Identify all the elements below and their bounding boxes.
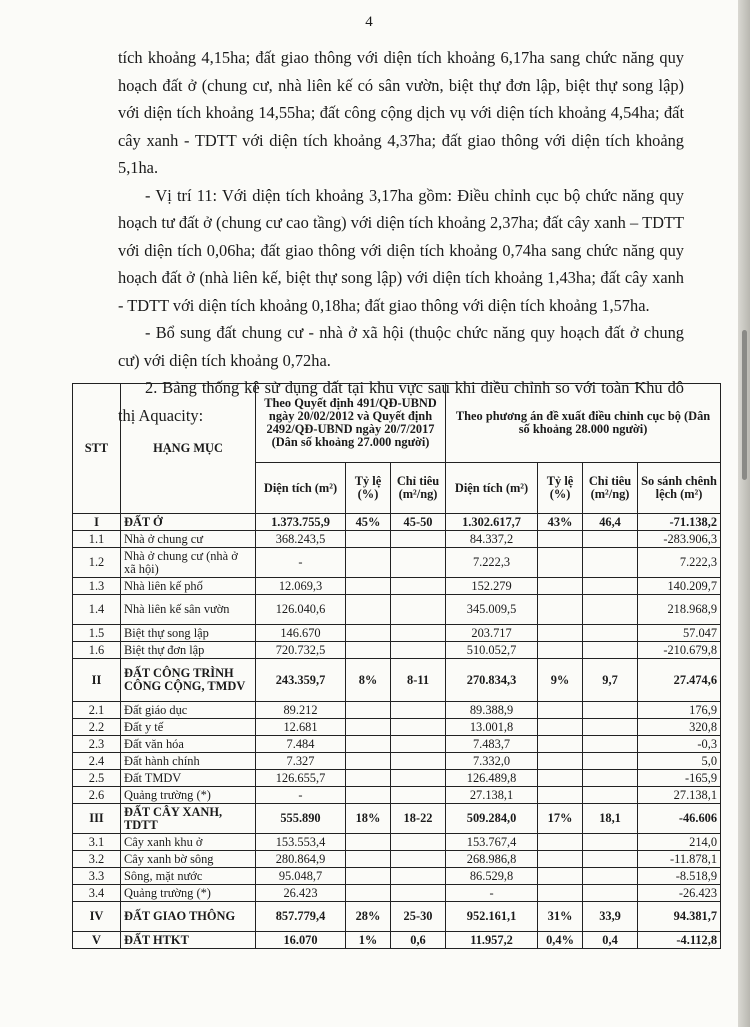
cell-norm-old (391, 885, 446, 902)
cell-difference: -283.906,3 (638, 531, 721, 548)
table-row (73, 659, 721, 702)
page-edge (738, 0, 750, 1027)
cell-ratio-old (346, 702, 391, 719)
cell-item-name: Nhà ở chung cư (121, 531, 256, 548)
cell-area-new: 27.138,1 (446, 787, 538, 804)
cell-ratio-new (538, 642, 583, 659)
cell-ratio-new (538, 868, 583, 885)
cell-ratio-old (346, 578, 391, 595)
cell-norm-old (391, 719, 446, 736)
cell-norm-new (583, 595, 638, 625)
cell-ratio-new (538, 834, 583, 851)
cell-norm-old: 8-11 (391, 659, 446, 702)
cell-item-name: ĐẤT CÂY XANH, TDTT (121, 804, 256, 834)
cell-norm-new (583, 851, 638, 868)
table-row (73, 736, 721, 753)
cell-area-old: 555.890 (256, 804, 346, 834)
page-number: 4 (365, 14, 373, 30)
cell-ratio-old: 45% (346, 514, 391, 531)
cell-stt: 2.5 (73, 770, 121, 787)
cell-difference: 320,8 (638, 719, 721, 736)
table-row (73, 868, 721, 885)
table-row (73, 595, 721, 625)
cell-norm-new (583, 868, 638, 885)
cell-norm-new (583, 625, 638, 642)
cell-area-new: 203.717 (446, 625, 538, 642)
cell-area-old: 720.732,5 (256, 642, 346, 659)
cell-area-new: 268.986,8 (446, 851, 538, 868)
cell-area-old: 7.327 (256, 753, 346, 770)
cell-norm-old (391, 736, 446, 753)
cell-area-new: 270.834,3 (446, 659, 538, 702)
cell-norm-old (391, 868, 446, 885)
cell-area-old: 126.040,6 (256, 595, 346, 625)
cell-area-new: 11.957,2 (446, 932, 538, 949)
cell-norm-old: 45-50 (391, 514, 446, 531)
cell-stt: 3.4 (73, 885, 121, 902)
cell-difference: -11.878,1 (638, 851, 721, 868)
cell-stt: III (73, 804, 121, 834)
cell-ratio-new: 9% (538, 659, 583, 702)
cell-item-name: Nhà ở chung cư (nhà ở xã hội) (121, 548, 256, 578)
header-norm-new: Chỉ tiêu (m²/ng) (583, 463, 638, 514)
cell-item-name: ĐẤT CÔNG TRÌNH CÔNG CỘNG, TMDV (121, 659, 256, 702)
cell-norm-new (583, 736, 638, 753)
cell-stt: IV (73, 902, 121, 932)
cell-stt: 1.1 (73, 531, 121, 548)
cell-area-new: - (446, 885, 538, 902)
land-use-table (72, 383, 721, 949)
body-text (118, 44, 684, 429)
paragraph-location-11: - Vị trí 11: Với diện tích khoảng 3,17ha gồm: Điều chỉnh cục bộ chức năng quy hoạch tư đất ở (chung cư cao tầng) với diện tích khoảng 2,37ha; đất cây xanh – TDTT với diện tích 0,06ha; đất giao thông với diện tích khoảng 0,74ha sang chức năng quy hoạch đất ở (nhà liên kế, biệt thự song lập) với diện tích khoảng 1,43ha; đất cây xanh - TDTT với diện tích khoảng 0,18ha; đất giao thông với diện tích khoảng 1,57ha. (118, 185, 684, 315)
header-area-new: Diện tích (m²) (446, 463, 538, 514)
cell-ratio-new: 31% (538, 902, 583, 932)
cell-norm-new: 9,7 (583, 659, 638, 702)
table-row (73, 625, 721, 642)
cell-ratio-new (538, 548, 583, 578)
cell-item-name: ĐẤT HTKT (121, 932, 256, 949)
cell-difference: 5,0 (638, 753, 721, 770)
cell-norm-new: 18,1 (583, 804, 638, 834)
cell-ratio-old (346, 548, 391, 578)
cell-norm-new: 33,9 (583, 902, 638, 932)
cell-area-new: 7.222,3 (446, 548, 538, 578)
scrollbar[interactable] (742, 330, 747, 480)
cell-stt: 3.2 (73, 851, 121, 868)
header-difference: So sánh chênh lệch (m²) (638, 463, 721, 514)
cell-norm-new (583, 642, 638, 659)
table-row (73, 804, 721, 834)
paragraph-social-housing: - Bổ sung đất chung cư - nhà ở xã hội (thuộc chức năng quy hoạch đất ở chung cư) với diện tích khoảng 0,72ha. (118, 323, 684, 370)
cell-ratio-old (346, 851, 391, 868)
cell-norm-new (583, 753, 638, 770)
table-row (73, 932, 721, 949)
cell-ratio-old (346, 595, 391, 625)
table-row (73, 719, 721, 736)
cell-area-old: 12.069,3 (256, 578, 346, 595)
table-row (73, 548, 721, 578)
cell-item-name: Cây xanh khu ở (121, 834, 256, 851)
cell-norm-new (583, 719, 638, 736)
cell-norm-old (391, 578, 446, 595)
cell-ratio-new (538, 851, 583, 868)
cell-difference: 27.138,1 (638, 787, 721, 804)
cell-ratio-old (346, 736, 391, 753)
cell-ratio-old (346, 787, 391, 804)
cell-norm-old (391, 702, 446, 719)
cell-item-name: Đất văn hóa (121, 736, 256, 753)
paragraph-continuation: tích khoảng 4,15ha; đất giao thông với diện tích khoảng 6,17ha sang chức năng quy hoạch đất ở (chung cư, nhà liên kế có sân vườn, biệt thự đơn lập, biệt thự song lập) với diện tích khoảng 14,55ha; đất công cộng dịch vụ với diện tích khoảng 4,54ha; đất cây xanh - TDTT với diện tích khoảng 4,37ha; đất giao thông với diện tích khoảng 5,1ha. (118, 48, 684, 177)
cell-area-old: 368.243,5 (256, 531, 346, 548)
cell-difference: 27.474,6 (638, 659, 721, 702)
cell-stt: 1.2 (73, 548, 121, 578)
cell-ratio-old (346, 753, 391, 770)
cell-area-new: 7.483,7 (446, 736, 538, 753)
cell-area-old: 89.212 (256, 702, 346, 719)
cell-area-old: 857.779,4 (256, 902, 346, 932)
table-row (73, 753, 721, 770)
cell-ratio-old (346, 719, 391, 736)
cell-norm-new (583, 531, 638, 548)
cell-stt: 1.4 (73, 595, 121, 625)
cell-difference: -0,3 (638, 736, 721, 753)
cell-item-name: Đất TMDV (121, 770, 256, 787)
cell-area-old: 1.373.755,9 (256, 514, 346, 531)
cell-ratio-old (346, 531, 391, 548)
cell-item-name: ĐẤT Ở (121, 514, 256, 531)
cell-item-name: Biệt thự đơn lập (121, 642, 256, 659)
cell-difference: -8.518,9 (638, 868, 721, 885)
cell-norm-new (583, 578, 638, 595)
cell-difference: 176,9 (638, 702, 721, 719)
cell-difference: -46.606 (638, 804, 721, 834)
table-row (73, 514, 721, 531)
cell-norm-old (391, 834, 446, 851)
cell-ratio-new (538, 531, 583, 548)
header-area-old: Diện tích (m²) (256, 463, 346, 514)
cell-ratio-old (346, 868, 391, 885)
cell-area-new: 1.302.617,7 (446, 514, 538, 531)
cell-area-new: 84.337,2 (446, 531, 538, 548)
cell-ratio-old (346, 642, 391, 659)
cell-item-name: Cây xanh bờ sông (121, 851, 256, 868)
cell-ratio-old (346, 770, 391, 787)
cell-norm-old (391, 642, 446, 659)
cell-area-old: 95.048,7 (256, 868, 346, 885)
cell-difference: -210.679,8 (638, 642, 721, 659)
cell-area-old: 7.484 (256, 736, 346, 753)
cell-stt: 1.3 (73, 578, 121, 595)
cell-area-new: 126.489,8 (446, 770, 538, 787)
cell-norm-old (391, 548, 446, 578)
cell-stt: 2.6 (73, 787, 121, 804)
cell-norm-old: 25-30 (391, 902, 446, 932)
cell-ratio-new: 0,4% (538, 932, 583, 949)
cell-ratio-new: 17% (538, 804, 583, 834)
table-body (73, 514, 721, 949)
cell-difference: -71.138,2 (638, 514, 721, 531)
table-row (73, 578, 721, 595)
cell-area-old: 243.359,7 (256, 659, 346, 702)
cell-norm-old (391, 753, 446, 770)
header-norm-old: Chỉ tiêu (m²/ng) (391, 463, 446, 514)
cell-stt: 2.3 (73, 736, 121, 753)
cell-stt: II (73, 659, 121, 702)
cell-ratio-new: 43% (538, 514, 583, 531)
header-stt: STT (73, 384, 121, 514)
cell-item-name: Đất y tế (121, 719, 256, 736)
table-row (73, 770, 721, 787)
cell-difference: 94.381,7 (638, 902, 721, 932)
cell-stt: V (73, 932, 121, 949)
cell-area-old: 146.670 (256, 625, 346, 642)
cell-difference: 7.222,3 (638, 548, 721, 578)
cell-item-name: Nhà liên kế sân vườn (121, 595, 256, 625)
cell-area-old: 16.070 (256, 932, 346, 949)
cell-stt: I (73, 514, 121, 531)
cell-area-old: 153.553,4 (256, 834, 346, 851)
header-proposed-plan: Theo phương án đề xuất điều chỉnh cục bộ (Dân số khoảng 28.000 người) (446, 384, 721, 463)
cell-stt: 2.2 (73, 719, 121, 736)
cell-item-name: Đất giáo dục (121, 702, 256, 719)
cell-difference: 218.968,9 (638, 595, 721, 625)
cell-area-old: - (256, 787, 346, 804)
cell-ratio-new (538, 578, 583, 595)
cell-area-old: 126.655,7 (256, 770, 346, 787)
cell-ratio-old: 1% (346, 932, 391, 949)
cell-stt: 3.1 (73, 834, 121, 851)
header-ratio-old: Tỷ lệ (%) (346, 463, 391, 514)
cell-stt: 2.1 (73, 702, 121, 719)
cell-norm-new (583, 770, 638, 787)
cell-norm-old (391, 531, 446, 548)
cell-norm-new (583, 834, 638, 851)
cell-stt: 3.3 (73, 868, 121, 885)
cell-norm-old (391, 595, 446, 625)
cell-ratio-new (538, 787, 583, 804)
table-row (73, 702, 721, 719)
cell-norm-new (583, 548, 638, 578)
paragraph-table-intro: 2. Bảng thống kê sử dụng đất tại khu vực sau khi điều chỉnh so với toàn Khu đô thị Aquacity: (118, 378, 684, 425)
cell-item-name: Biệt thự song lập (121, 625, 256, 642)
cell-area-new: 89.388,9 (446, 702, 538, 719)
cell-difference: 140.209,7 (638, 578, 721, 595)
cell-area-new: 13.001,8 (446, 719, 538, 736)
table-row (73, 642, 721, 659)
cell-ratio-old (346, 834, 391, 851)
table-row (73, 834, 721, 851)
cell-stt: 1.6 (73, 642, 121, 659)
header-ratio-new: Tỷ lệ (%) (538, 463, 583, 514)
cell-norm-new: 46,4 (583, 514, 638, 531)
table-row (73, 787, 721, 804)
header-original-plan: Theo Quyết định 491/QĐ-UBND ngày 20/02/2012 và Quyết định 2492/QĐ-UBND ngày 20/7/2017 (Dân số khoảng 27.000 người) (256, 384, 446, 463)
cell-norm-old (391, 770, 446, 787)
cell-item-name: Sông, mặt nước (121, 868, 256, 885)
cell-ratio-new (538, 770, 583, 787)
table-row (73, 902, 721, 932)
cell-ratio-new (538, 595, 583, 625)
cell-ratio-new (538, 885, 583, 902)
cell-stt: 2.4 (73, 753, 121, 770)
cell-area-old: - (256, 548, 346, 578)
cell-ratio-old: 18% (346, 804, 391, 834)
cell-ratio-old: 8% (346, 659, 391, 702)
cell-area-new: 345.009,5 (446, 595, 538, 625)
cell-ratio-old (346, 885, 391, 902)
cell-norm-old: 18-22 (391, 804, 446, 834)
cell-item-name: Nhà liên kế phố (121, 578, 256, 595)
cell-ratio-new (538, 753, 583, 770)
cell-area-new: 952.161,1 (446, 902, 538, 932)
cell-norm-new (583, 885, 638, 902)
cell-ratio-new (538, 702, 583, 719)
cell-difference: 57.047 (638, 625, 721, 642)
cell-norm-old (391, 787, 446, 804)
cell-area-new: 7.332,0 (446, 753, 538, 770)
cell-norm-old (391, 625, 446, 642)
cell-difference: -26.423 (638, 885, 721, 902)
table-row (73, 885, 721, 902)
cell-area-new: 152.279 (446, 578, 538, 595)
cell-norm-old (391, 851, 446, 868)
cell-area-new: 509.284,0 (446, 804, 538, 834)
cell-ratio-old (346, 625, 391, 642)
cell-ratio-new (538, 736, 583, 753)
cell-stt: 1.5 (73, 625, 121, 642)
cell-difference: -4.112,8 (638, 932, 721, 949)
cell-difference: 214,0 (638, 834, 721, 851)
cell-area-new: 86.529,8 (446, 868, 538, 885)
header-item: HẠNG MỤC (121, 384, 256, 514)
cell-area-old: 280.864,9 (256, 851, 346, 868)
cell-norm-new (583, 787, 638, 804)
cell-item-name: Đất hành chính (121, 753, 256, 770)
cell-ratio-old: 28% (346, 902, 391, 932)
cell-item-name: Quảng trường (*) (121, 885, 256, 902)
cell-item-name: Quảng trường (*) (121, 787, 256, 804)
cell-area-old: 26.423 (256, 885, 346, 902)
cell-norm-new: 0,4 (583, 932, 638, 949)
cell-item-name: ĐẤT GIAO THÔNG (121, 902, 256, 932)
cell-difference: -165,9 (638, 770, 721, 787)
cell-norm-old: 0,6 (391, 932, 446, 949)
table-row (73, 851, 721, 868)
cell-area-new: 510.052,7 (446, 642, 538, 659)
cell-ratio-new (538, 719, 583, 736)
cell-area-old: 12.681 (256, 719, 346, 736)
table-row (73, 531, 721, 548)
cell-ratio-new (538, 625, 583, 642)
cell-area-new: 153.767,4 (446, 834, 538, 851)
cell-norm-new (583, 702, 638, 719)
